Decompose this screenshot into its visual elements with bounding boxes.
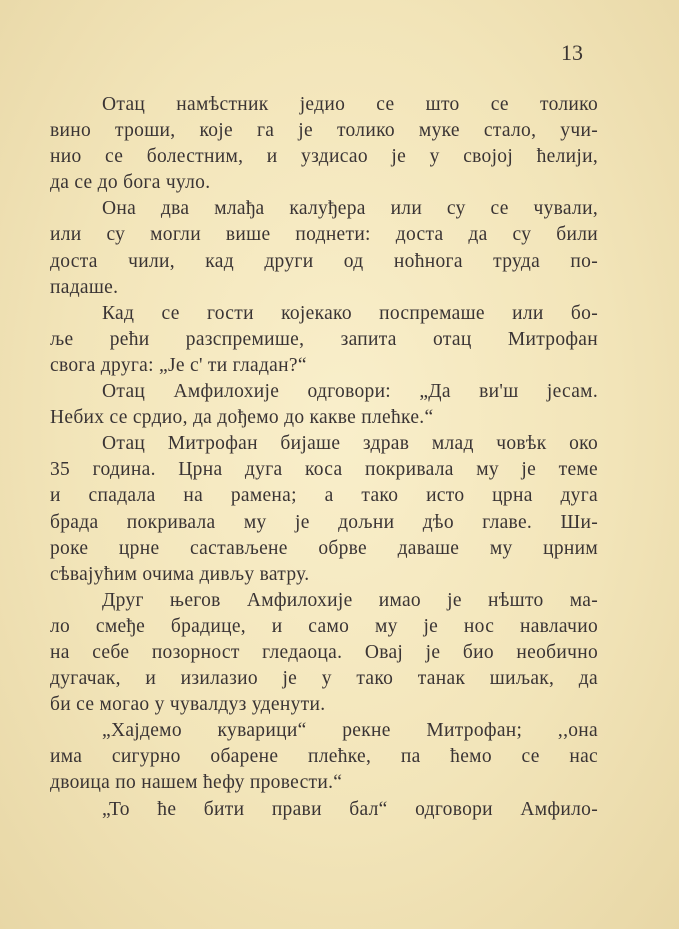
text-line: дугачак, и изилазио је у тако танак шиљак, да bbox=[50, 668, 598, 690]
paragraph bbox=[50, 92, 598, 196]
text-line: има сигурно обарене плећке, па ћемо се нас bbox=[50, 746, 598, 768]
text-line: 35 година. Црна дуга коса покривала му је теме bbox=[50, 459, 598, 481]
text-line: ље рећи разспремише, запита отац Митрофан bbox=[50, 328, 598, 350]
text-line: двоица по нашем ћефу провести.“ bbox=[50, 772, 343, 794]
paragraph bbox=[50, 797, 598, 823]
text-line: Кад се гости којекако поспремаше или бо- bbox=[102, 302, 598, 324]
text-line: свога друга: „Је с' ти гладан?“ bbox=[50, 354, 307, 376]
text-line: вино троши, које га је толико муке стало, учи- bbox=[50, 120, 598, 142]
paragraph bbox=[50, 379, 598, 431]
text-line: Друг његов Амфилохије имао је нѣшто ма- bbox=[102, 589, 598, 611]
text-line: да се до бога чуло. bbox=[50, 172, 211, 194]
paragraph bbox=[50, 301, 598, 379]
text-line: роке црне састављене обрве даваше му црним bbox=[50, 537, 598, 559]
paragraph bbox=[50, 196, 598, 300]
text-line: Небих се срдио, да дођемо до какве плећке.“ bbox=[50, 407, 434, 429]
text-line: или су могли више поднети: доста да су били bbox=[50, 224, 598, 246]
paragraph bbox=[50, 588, 598, 718]
text-line: Отац намѣстник једио се што се толико bbox=[102, 94, 598, 115]
paragraph bbox=[50, 431, 598, 588]
text-line: брада покривала му је дољни дѣо главе. Ши- bbox=[50, 511, 598, 533]
text-line: на себе позорност гледаоца. Овај је био необично bbox=[50, 641, 598, 663]
text-line: ло смеђе брадице, и само му је нос навлачио bbox=[50, 615, 598, 637]
body-text bbox=[50, 92, 598, 823]
paragraph bbox=[50, 718, 598, 796]
text-line: Отац Митрофан бијаше здрав млад човѣк око bbox=[102, 433, 598, 455]
text-line: „Хајдемо куварици“ рекне Митрофан; ,,она bbox=[102, 720, 598, 742]
text-line: сѣвајућим очима дивљу ватру. bbox=[50, 563, 310, 585]
text-line: доста чили, кад други од ноћнога труда по- bbox=[50, 250, 598, 272]
text-line: нио се болестним, и уздисао је у својој ћелији, bbox=[50, 146, 598, 168]
text-line: падаше. bbox=[50, 276, 119, 298]
text-line: би се могао у чувалдуз уденути. bbox=[50, 694, 326, 716]
text-line: „То ће бити прави бал“ одговори Амфило- bbox=[102, 798, 598, 820]
text-line: Отац Амфилохије одговори: „Да ви'ш јесам. bbox=[102, 381, 598, 403]
text-line: Она два млађа калуђера или су се чували, bbox=[102, 198, 598, 220]
page-number: 13 bbox=[561, 40, 583, 65]
text-line: и спадала на рамена; а тако исто црна дуга bbox=[50, 485, 598, 507]
